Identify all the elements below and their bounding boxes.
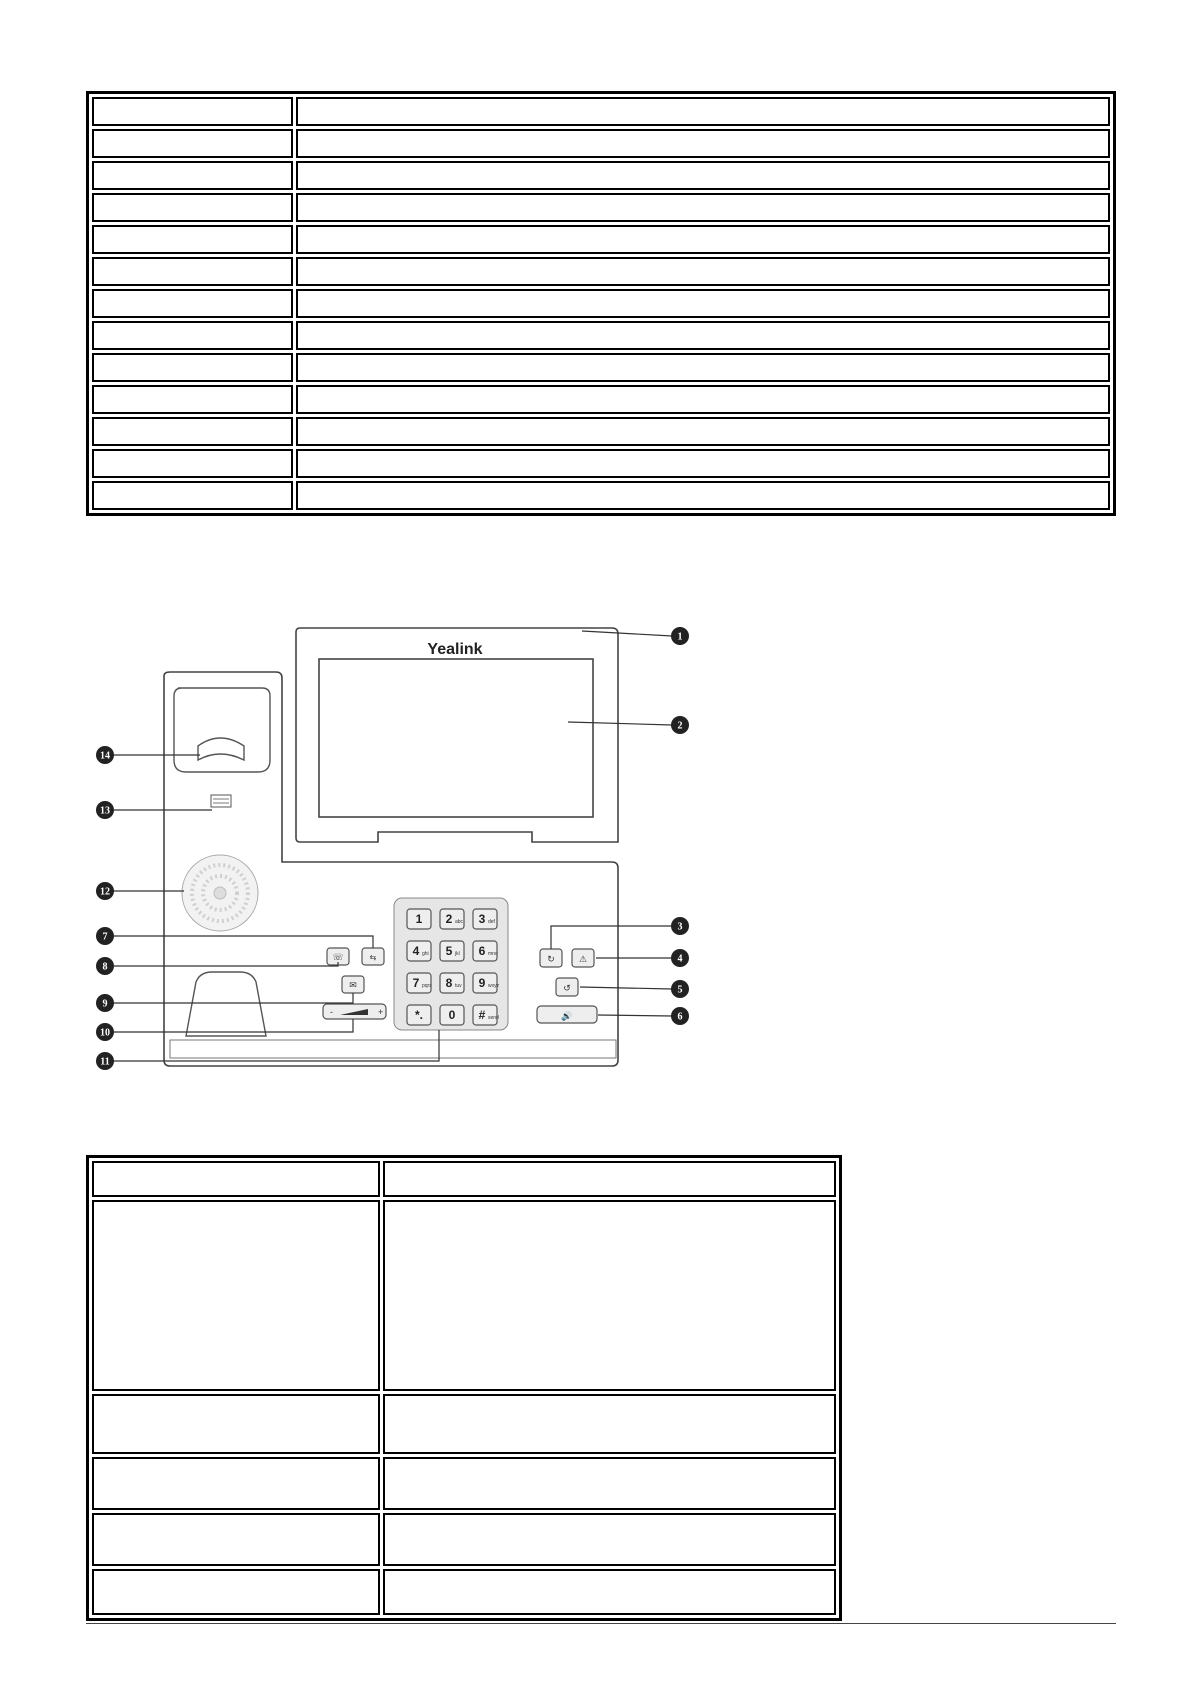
keypad-key[interactable] [407, 973, 432, 993]
lcd-screen [319, 659, 593, 817]
svg-text:+: + [378, 1007, 384, 1017]
table-row [92, 1200, 836, 1391]
keypad-key-letters: send [488, 1015, 499, 1021]
brand-logo: Yealink [427, 641, 483, 658]
callout-5 [671, 980, 689, 998]
keypad-key[interactable] [473, 1005, 499, 1025]
keypad-key-label: 3 [478, 912, 486, 926]
keypad-key-letters: mno [488, 951, 498, 957]
keypad-key-label: 5 [445, 944, 453, 958]
keypad-key-letters: abc [455, 919, 464, 925]
keypad-key[interactable] [440, 909, 464, 929]
keypad-key[interactable] [440, 1005, 464, 1025]
svg-text:⚠: ⚠ [578, 954, 588, 964]
keypad-key-letters: wxyz [488, 983, 500, 989]
callout-13 [96, 801, 114, 819]
table-row [92, 1513, 836, 1566]
table-row [92, 1457, 836, 1510]
keypad-key-label: 2 [445, 912, 453, 926]
callout-2 [671, 716, 689, 734]
svg-text:3: 3 [677, 921, 683, 933]
keypad-key-label: 0 [448, 1008, 456, 1022]
keypad-key-label: 6 [478, 944, 486, 958]
svg-text:-: - [330, 1007, 333, 1017]
svg-text:↻: ↻ [547, 954, 555, 964]
icon-cell [92, 1457, 380, 1510]
keys-table-header [92, 1161, 836, 1197]
svg-text:9: 9 [102, 998, 108, 1010]
keypad-key[interactable] [473, 973, 500, 993]
callout-12 [96, 882, 114, 900]
keypad-key[interactable] [440, 941, 464, 961]
header-cell [92, 1161, 380, 1197]
display-unit [296, 628, 618, 842]
callout-3 [671, 917, 689, 935]
keypad-key[interactable] [440, 973, 464, 993]
icon-cell [92, 1569, 380, 1615]
callout-9 [96, 994, 114, 1012]
svg-text:⇆: ⇆ [369, 953, 377, 962]
callout-6 [671, 1007, 689, 1025]
callout-7 [96, 927, 114, 945]
svg-text:8: 8 [102, 961, 108, 973]
keypad-key-label: *. [414, 1008, 424, 1022]
svg-text:6: 6 [677, 1011, 683, 1023]
keypad-key-letters: pqrs [422, 983, 432, 989]
handset-rest [186, 972, 266, 1036]
callout-1 [671, 627, 689, 645]
keypad-key-letters: tuv [455, 983, 462, 989]
table-row [92, 1394, 836, 1454]
keypad-key-label: 1 [415, 912, 423, 926]
svg-text:7: 7 [102, 931, 108, 943]
keypad-key-label: 4 [412, 944, 420, 958]
callout-11 [96, 1052, 114, 1070]
keypad-key-label: 7 [412, 976, 420, 990]
icon-cell [92, 1394, 380, 1454]
description-cell [383, 1457, 836, 1510]
keypad-key[interactable] [407, 909, 431, 929]
keypad-key[interactable] [473, 909, 497, 929]
svg-text:4: 4 [677, 953, 683, 965]
keypad-key[interactable] [407, 1005, 431, 1025]
keypad-key[interactable] [473, 941, 498, 961]
handset-cradle [174, 688, 270, 772]
svg-text:🔊: 🔊 [561, 1011, 573, 1021]
keys-table [86, 1155, 842, 1621]
svg-text:1: 1 [677, 631, 683, 643]
svg-text:13: 13 [100, 805, 110, 817]
callout-8 [96, 957, 114, 975]
keypad-key-label: # [478, 1008, 486, 1022]
svg-text:10: 10 [100, 1027, 110, 1039]
svg-text:2: 2 [677, 720, 683, 732]
header-cell [383, 1161, 836, 1197]
footer-rule [86, 1623, 1116, 1624]
keypad-key-letters: def [488, 919, 495, 925]
description-cell [383, 1394, 836, 1454]
callout-14 [96, 746, 114, 764]
table-row [92, 1569, 836, 1615]
keypad-key-label: 8 [445, 976, 453, 990]
svg-text:☏: ☏ [332, 952, 344, 962]
svg-text:14: 14 [100, 750, 110, 762]
callout-4 [671, 949, 689, 967]
svg-text:5: 5 [677, 984, 683, 996]
svg-text:✉: ✉ [349, 980, 357, 990]
icon-cell [92, 1513, 380, 1566]
svg-text:↺: ↺ [563, 983, 571, 993]
svg-text:11: 11 [100, 1056, 110, 1068]
svg-text:12: 12 [100, 886, 110, 898]
keypad-key[interactable] [407, 941, 431, 961]
reversible-tab [211, 795, 231, 807]
description-cell [383, 1513, 836, 1566]
icon-cell [92, 1200, 380, 1391]
keypad-key-label: 9 [478, 976, 486, 990]
description-cell [383, 1200, 836, 1391]
description-cell [383, 1569, 836, 1615]
keypad-key-letters: ghi [422, 951, 429, 957]
keypad-key-letters: jkl [455, 951, 460, 957]
callout-10 [96, 1023, 114, 1041]
